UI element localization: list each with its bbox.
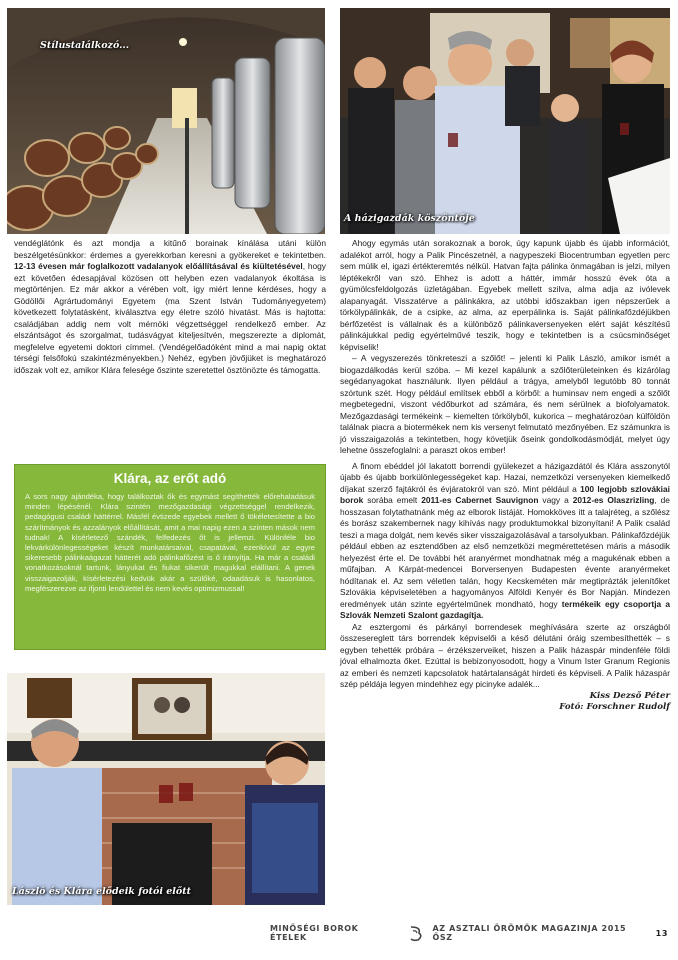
page-footer [270,924,668,942]
left-column-text [14,238,326,376]
sidebar-box [14,464,326,650]
hosts-photo [340,8,670,234]
right-paragraph-2: – A vegyszerezés tönkreteszi a szőlőt! – jelenti ki Palik László, amikor ismét a biogazdálkodás kerül szóba. – Mi kezel kapálunk a szőlőterületeinken és kizárólag segédanyagokat használunk. Ilyen például a trágya, amelyből legutóbb 80 tonnát szórtunk szét. Hogy például említsek ebből a körből: a huminsav nem engedi a szőlőt megbetegedni, viszont védőburkot ad számára, és nem sérülnek a biofolyamatok. Mezőgazdasági termékeink – kiemelten törkölyből, kukorica – meghatározóan külföldön találnak piacra a biotermékek nem kis versenyt felmutató mezőnyében. Ez számunkra is jó visszaigazolás a tekintetben, hogy követjük őseink gondolkodásmódját, melyet úgy lehetne összefoglalni: a paraszt okos ember! [340,353,670,455]
photo-credit: Fotó: Forschner Rudolf [559,702,670,712]
author-byline: Kiss Dezső Péter [589,690,670,701]
footer-left-text: MINŐSÉGI BOROK ÉTELEK [270,924,359,942]
hosts-caption: A házigazdák köszöntője [344,213,475,224]
page-number: 13 [655,928,668,938]
couple-illustration [7,673,325,905]
right-paragraph-3: A finom ebéddel jól lakatott borrendi gyülekezet a házigazdától és Klára asszonytól újabb és újabb borkülönlegességeket kap. Hazai, nemzetközi versenyeken kiemelkedő díjakat szerző fajtákról és évjáratokról van szó. Mint például a 100 legjobb szlovákiai borok sorába emelt 2011-es Cabernet Sauvignon vagy a 2012-es Olaszrizling, de hosszasan folytathatnánk még az elborok listáját. Homokköves itt a talajréteg, a szőlész és borász szakembernek nagy kihívás nagy produktumokkal bizonyítani! A Palik család teszi a maga dolgát, nem kevés siker visszaigazolásával a tarsolyukban. Pálinkafőzdéjük például ebben az esztendőben az első nemzetközi megmérettetésen máris a második helyezést érte el. De további hét aranyérmet mondhatnak még a magukénak ebben a műfajban. A Kárpát-medencei Borversenyen Budapesten évente aranyérmeket hódítanak el. Az sem véletlen talán, hogy Kecskeméten már megtiprázták jelenítőket Szlovákia képviseletében a hagyományos Alföldi Kenyér és Bor Napján. Mindezen eredmények után szinte egyértelműnek mondható, hogy termékeik egy csoportja a Szlovák Nemzeti Szalont gazdagítja. [340,460,670,620]
footer-right-text: AZ ASZTALI ÖRÖMÖK MAGAZINJA 2015 ŐSZ [432,924,627,942]
left-paragraph: vendéglátónk és azt mondja a kitűnő borainak kínálása utáni külön beszélgetésünkkor: érdemes a gyerekkorban keresni a gyökereket e tekintetben. 12-13 évesen már foglalkozott vadalanyok előállításával és kiültetésével, hogy ezt követően édesapjával közösen ott helyben ezen vadalanyok ékoltása is megtörténjen. Ez már akkor a vérében volt, így miért lenne kérdéses, hogy a Gödöllői Agrártudományi Egyetem (ma Szent István Tudományegyetem) következett folytatásként, kiválasztva egy életre szóló hivatást. Más is hajtotta: családjában addig nem volt mérnöki végzettséggel rendelkező ember. Az elszántságot és szorgalmat, tudásvágyat kiteljesítvén, megszerezte a diplomát, megfelelve egyetemi doktori címmel. (Vendégelőadóként mind a mai napig oktat térségi felsőfokú szakintézményekben.) Nehéz, egyben jövőjüket is meghatározó időszak volt ez, amikor Klára felesége őszinte szeretettel ösztönözte és támogatta. [14,238,326,375]
hosts-illustration [340,8,670,234]
magazine-logo-icon [407,924,425,942]
right-column-text [340,238,670,714]
sidebar-box-title: Klára, az erőt adó [113,471,227,486]
sidebar-box-text: A sors nagy ajándéka, hogy találkoztak ők és egymást segíthették előrehaladásuk minden lépésénél. Klára szintén mezőgazdasági végzettséggel rendelkezik, pedagógusi családi háttérrel. Másfél évtizede egyebek mellett ő tökéletesítette a bio szárítmányok és azzalányok előállítását, amit a mai napig ezen a szinten mások nem tudnak! A kísérletező szándék, felfedezés őt is jellemzi. Különféle bio lekvárkülönlegességeket készít munkatársaival, csapatával, ezenkívül az egyre sikeresebb pálinkaágazat hátterét adó pálinkafőzést is ő irányítja. Ha már a családi vonatkozásoknál tartunk, lányukat és fiukat sikerült magukkal elállítani. A genek visszaigazolják, kísérletezési kedvük akár a szülőké, odaadásuk is hasonlatos, megfészerezve az ifjonti lendülettel és nem kevés optimizmussal! [25,492,315,593]
couple-caption: László és Klára elődeik fotói előtt [12,886,192,897]
couple-photo [7,673,325,905]
cellar-caption: Stílustalálkozó... [40,40,130,51]
right-paragraph-1: Ahogy egymás után sorakoznak a borok, úgy kapunk újabb és újabb információt, adalékot arról, hogy a Palik Pincészetnél, a nagypeszeki Biocentrumban egyetlen perc sem múlik el, igazi értékteremtés nélkül. Hatvan fajta pálinka önmagában is jelzi, milyen léptékekről van szó. Ehhez is adott a háttér, immár hosszú évek óta a gyümölcsfeldolgozás üzletágában. Egyebek mellett szilva, alma adja az ivólevek alapanyagát. Visszatérve a pálinkákra, az utóbbi időszakban igen népszerűek a törkölypálinkák, de a csipke, az alma, az eperpálinka is. Saját pálinkafőzdéjükben bérfőzetést is vállalnak és a különböző pálinkaversenyeken elért saját készítésű pálinkájukkal pedig egyértelművé teszik, hogy e tekintetben is a csúcsminőséget képviselik! [340,238,670,352]
right-paragraph-4: Az esztergomi és párkányi borrendesek meghívására szerte az országból összesereglett társ borrendek képviselői a késő délutáni óráig szembesíthették – s egyben tehették próbára – érzékszerveiket, hiszen a Palik házaspár mindenféle földi jóval elhalmozta őket. Ezúttal is bebizonyosodott, hogy a Vinum Ister Granum Regionis az emberi és nemzeti kapcsolatok határtalanságát hirdeti és képviseli. A Palik házaspár szép példája legyen mindehhez egy picinyke adalék... [340,621,670,689]
